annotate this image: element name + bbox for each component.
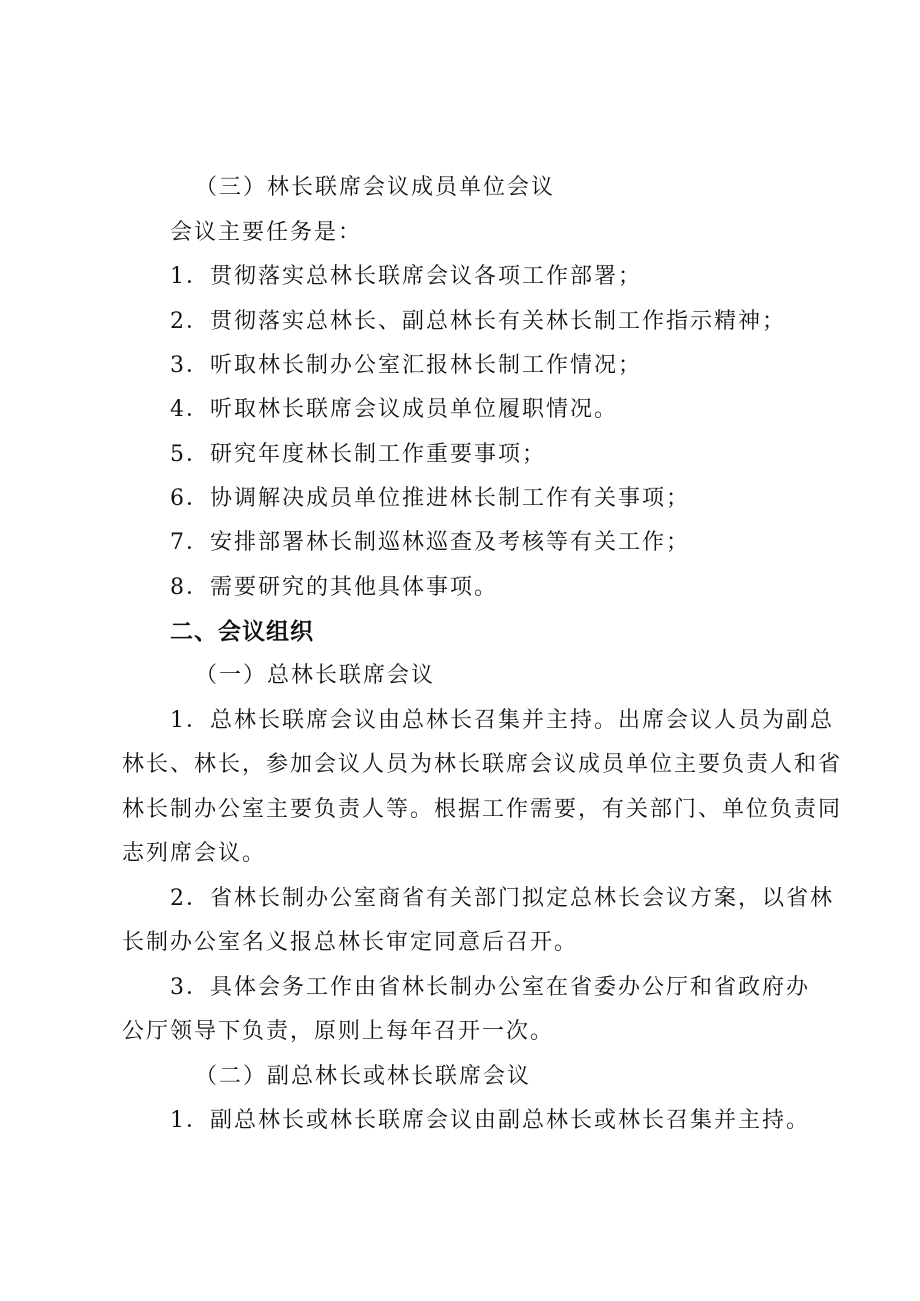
tasks-intro: 会议主要任务是： <box>170 220 363 245</box>
task-item: 5．研究年度林长制工作重要事项； <box>170 442 546 467</box>
paragraph-line: 公厅领导下负责，原则上每年召开一次。 <box>122 1019 555 1044</box>
task-item: 4．听取林长联席会议成员单位履职情况。 <box>170 397 618 422</box>
paragraph-line: 林长制办公室主要负责人等。根据工作需要，有关部门、单位负责同 <box>122 797 843 822</box>
subsection2-title: （二）副总林长或林长联席会议 <box>195 1064 532 1089</box>
task-item: 3．听取林长制办公室汇报林长制工作情况； <box>170 353 642 378</box>
paragraph-line: 长制办公室名义报总林长审定同意后召开。 <box>122 930 579 955</box>
paragraph-line: 1．副总林长或林长联席会议由副总林长或林长召集并主持。 <box>170 1108 810 1133</box>
task-item: 8．需要研究的其他具体事项。 <box>170 575 498 600</box>
task-item: 2．贯彻落实总林长、副总林长有关林长制工作指示精神； <box>170 309 786 334</box>
subsection1-title: （一）总林长联席会议 <box>195 663 436 688</box>
paragraph-line: 林长、林长，参加会议人员为林长联席会议成员单位主要负责人和省 <box>122 752 843 777</box>
task-item: 1．贯彻落实总林长联席会议各项工作部署； <box>170 264 642 289</box>
paragraph-line: 3．具体会务工作由省林长制办公室在省委办公厅和省政府办 <box>170 975 810 1000</box>
section-heading: 二、会议组织 <box>170 619 314 645</box>
paragraph-line: 志列席会议。 <box>122 841 267 866</box>
paragraph-line: 1．总林长联席会议由总林长召集并主持。出席会议人员为副总 <box>170 708 834 733</box>
paragraph-line: 2．省林长制办公室商省有关部门拟定总林长会议方案，以省林 <box>170 886 834 911</box>
task-item: 6．协调解决成员单位推进林长制工作有关事项； <box>170 486 690 511</box>
task-item: 7．安排部署林长制巡林巡查及考核等有关工作； <box>170 530 690 555</box>
section3-title: （三）林长联席会议成员单位会议 <box>195 175 556 200</box>
